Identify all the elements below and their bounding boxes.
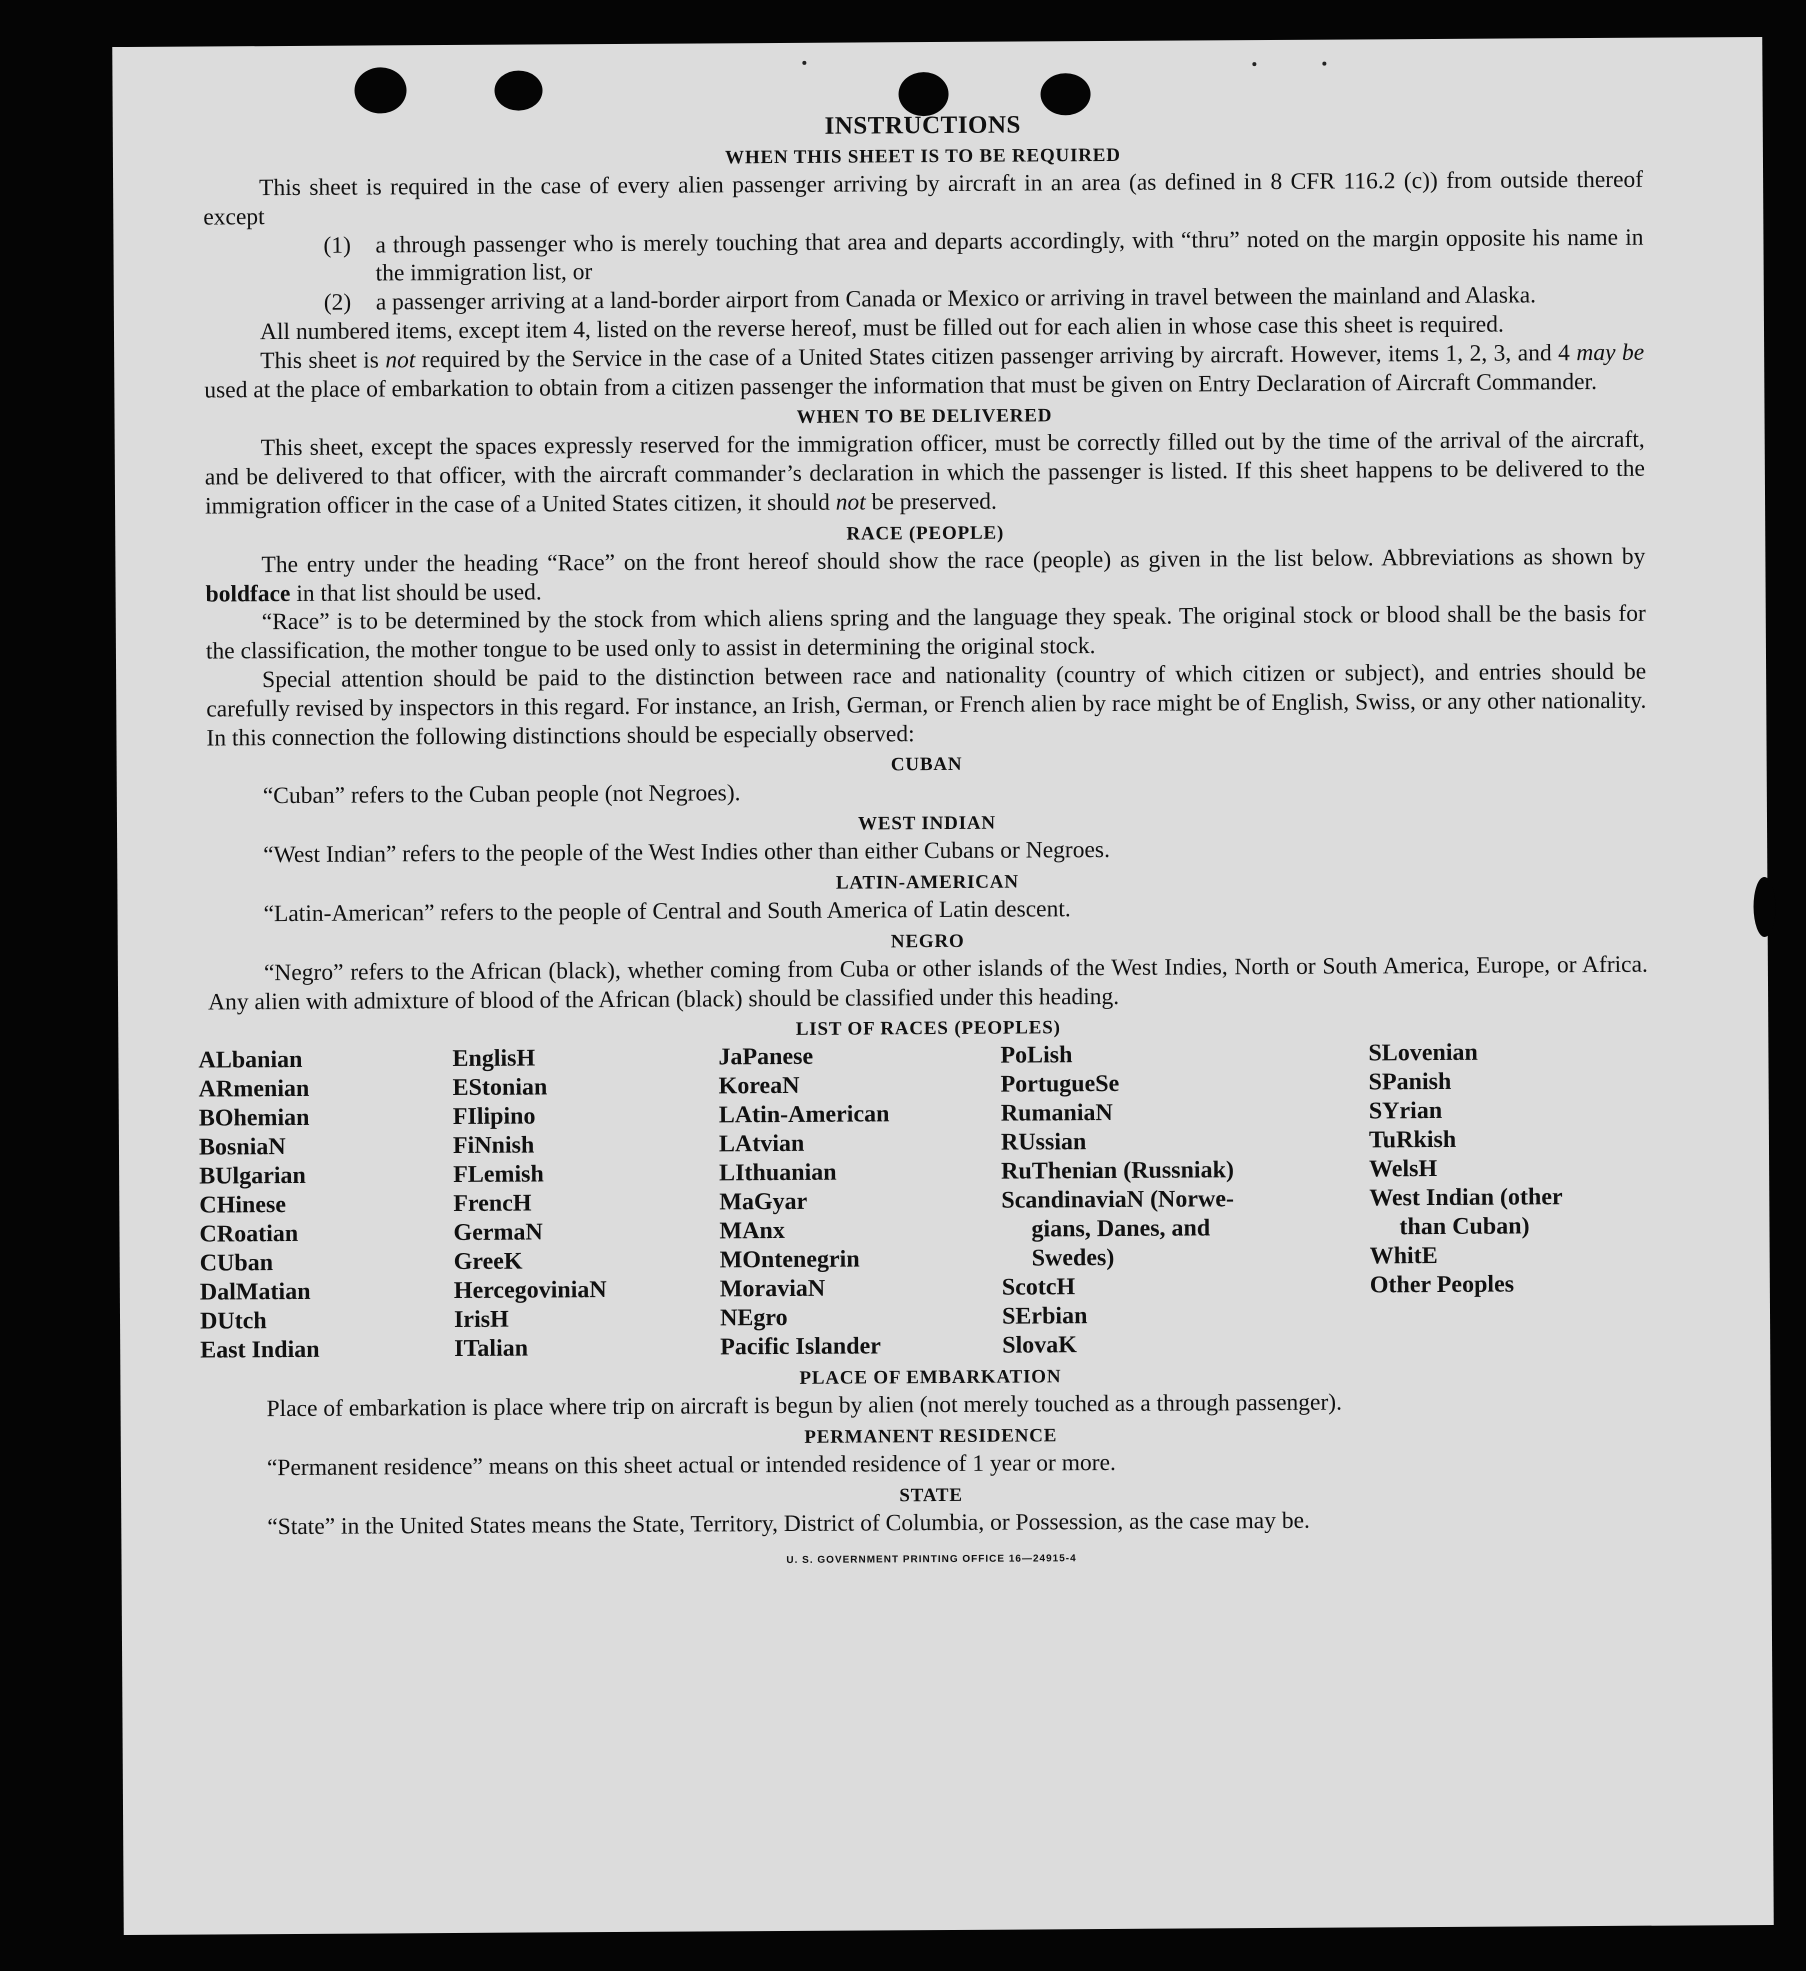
speck xyxy=(1322,62,1326,66)
punch-hole xyxy=(494,70,542,110)
race-entry: LAtvian xyxy=(718,1131,805,1158)
race-entry: SlovaK xyxy=(1002,1332,1077,1359)
section-heading: WEST INDIAN xyxy=(858,812,996,835)
race-entry: PoLish xyxy=(1000,1042,1073,1069)
paragraph: All numbered items, except item 4, listed on the reverse hereof, must be filled out for each alien in whose case this sheet is required. xyxy=(259,311,1504,346)
race-entry: LAtin-American xyxy=(718,1101,890,1129)
race-entry: IrisH xyxy=(453,1306,509,1334)
race-entry: RUssian xyxy=(1000,1129,1087,1156)
race-entry: ScandinaviaN (Norwe- xyxy=(1001,1186,1235,1214)
race-entry: SPanish xyxy=(1368,1069,1452,1096)
race-entry: BUlgarian xyxy=(199,1163,306,1190)
text-run: be preserved. xyxy=(865,488,997,516)
paragraph: “Negro” refers to the African (black), whether coming from Cuba or other islands of the West Indies, North or South America, Europe, or Africa. Any alien with admixture of blood of the African (black) should be classified under this heading. xyxy=(208,951,1648,1016)
paragraph: “Race” is to be determined by the stock from which aliens spring and the language they speak. The original stock or blood shall be the basis for the classification, the mother tongue to be used only to assist in determining the original stock. xyxy=(205,601,1646,665)
text-run: used at the place of embarkation to obtain from a citizen passenger the information that must be given on Entry Declaration of Aircraft Commander. xyxy=(204,368,1597,404)
punch-hole xyxy=(354,67,406,113)
race-entry: ITalian xyxy=(454,1335,529,1363)
paragraph xyxy=(204,338,1644,404)
item-text: a passenger arriving at a land-border airport from Canada or Mexico or arriving in travel between the mainland and Alaska. xyxy=(375,282,1537,316)
race-column xyxy=(198,1045,454,1366)
section-heading: LIST OF RACES (PEOPLES) xyxy=(795,1017,1061,1041)
race-entry: MaGyar xyxy=(719,1189,808,1216)
section-heading: NEGRO xyxy=(890,930,965,953)
race-entry: CHinese xyxy=(199,1192,287,1219)
item-number: (2) xyxy=(323,289,352,316)
race-entry: SErbian xyxy=(1001,1303,1088,1330)
section-heading: WHEN TO BE DELIVERED xyxy=(796,405,1053,429)
race-column xyxy=(1368,1038,1630,1359)
instructions-content xyxy=(198,108,1652,1569)
paragraph: “State” in the United States means the State, Territory, District of Columbia, or Possession, as the case may be. xyxy=(267,1507,1310,1541)
speck xyxy=(1252,62,1256,66)
race-entry: BosniaN xyxy=(198,1134,286,1161)
italic-text: may be xyxy=(1576,339,1645,366)
race-entry: RuThenian (Russniak) xyxy=(1001,1157,1234,1185)
race-column xyxy=(1000,1040,1370,1361)
race-entry: EStonian xyxy=(452,1074,548,1102)
race-entry: FiNnish xyxy=(452,1132,535,1160)
race-entry: RumaniaN xyxy=(1000,1100,1113,1127)
section-heading: STATE xyxy=(899,1484,963,1507)
race-entry: gians, Danes, and xyxy=(1031,1215,1211,1243)
edge-notch xyxy=(1753,877,1775,937)
punch-hole xyxy=(1040,73,1090,115)
race-entry: MAnx xyxy=(719,1218,785,1245)
text-run: in that list should be used. xyxy=(290,579,542,607)
paragraph: “West Indian” refers to the people of the West Indies other than either Cubans or Negroes. xyxy=(263,837,1110,869)
paragraph: “Permanent residence” means on this sheet actual or intended residence of 1 year or more. xyxy=(266,1450,1116,1482)
race-column xyxy=(718,1042,1002,1363)
race-entry: BOhemian xyxy=(198,1105,310,1132)
race-entry: MoraviaN xyxy=(719,1276,826,1303)
section-heading: PLACE OF EMBARKATION xyxy=(799,1366,1062,1390)
section-heading: PERMANENT RESIDENCE xyxy=(804,1425,1058,1448)
section-heading: WHEN THIS SHEET IS TO BE REQUIRED xyxy=(725,144,1121,169)
race-entry: PortugueSe xyxy=(1000,1071,1120,1098)
text-run: The entry under the heading “Race” on the front hereof should show the race (people) as given in the list below. Abbreviations as shown by xyxy=(261,543,1646,578)
race-entry: EnglisH xyxy=(452,1045,536,1073)
race-entry: KoreaN xyxy=(718,1073,800,1100)
paragraph: “Cuban” refers to the Cuban people (not Negroes). xyxy=(262,780,741,810)
section-heading: CUBAN xyxy=(890,754,963,776)
paragraph xyxy=(205,542,1645,608)
race-entry: SLovenian xyxy=(1368,1040,1478,1067)
text-run: This sheet, except the spaces expressly reserved for the immigration officer, must be correctly filled out by the time of the arrival of the aircraft, and be delivered to that officer, with the aircraft commander’s declaration in which the passenger is listed. If this sheet happens to be delivered to the immigration officer in the case of a United States citizen, it should xyxy=(204,427,1645,520)
race-entry: JaPanese xyxy=(718,1044,814,1071)
paragraph: Special attention should be paid to the distinction between race and nationality (country of which citizen or subject), and entries should be carefully revised by inspectors in this regard. For instance, an Irish, German, or French alien by race might be of English, Swiss, or any other nationality. In this connection the following distinctions should be especially observed: xyxy=(206,658,1647,752)
item-number: (1) xyxy=(323,232,351,259)
punch-hole xyxy=(898,72,948,116)
race-entry: TuRkish xyxy=(1368,1127,1457,1154)
text-run: required by the Service in the case of a United States citizen passenger arriving by aircraft. However, items 1, 2, 3, and 4 xyxy=(415,339,1577,373)
race-entry: GermaN xyxy=(453,1219,543,1247)
speck xyxy=(802,61,806,65)
race-entry: NEgro xyxy=(719,1305,788,1332)
race-entry: FrencH xyxy=(453,1190,532,1218)
race-entry: Swedes) xyxy=(1031,1245,1115,1272)
item-text: a through passenger who is merely touching that area and departs accordingly, with “thru” noted on the margin opposite his name in the immigration list, or xyxy=(375,224,1644,287)
race-entry: Other Peoples xyxy=(1369,1271,1515,1299)
race-entry: SYrian xyxy=(1368,1098,1443,1125)
race-entry: FLemish xyxy=(453,1161,544,1189)
race-entry: ALbanian xyxy=(198,1047,303,1074)
race-entry: WhitE xyxy=(1369,1243,1438,1270)
section-heading: LATIN-AMERICAN xyxy=(835,871,1019,894)
race-list xyxy=(198,1038,1650,1366)
italic-text: not xyxy=(835,489,866,516)
text-run: This sheet is xyxy=(260,347,386,374)
race-entry: ScotcH xyxy=(1001,1274,1076,1301)
race-entry: MOntenegrin xyxy=(719,1246,860,1274)
race-entry: WelsH xyxy=(1369,1156,1438,1183)
printer-imprint: U. S. GOVERNMENT PRINTING OFFICE 16—24915-4 xyxy=(786,1552,1077,1566)
race-entry: Pacific Islander xyxy=(720,1333,881,1361)
race-entry: HercegoviniaN xyxy=(453,1277,607,1305)
numbered-item xyxy=(323,223,1643,289)
paragraph: This sheet is required in the case of every alien passenger arriving by aircraft in an area (as defined in 8 CFR 116.2 (c)) from outside thereof except xyxy=(203,166,1644,231)
race-entry: East Indian xyxy=(200,1337,320,1364)
paragraph xyxy=(205,426,1646,521)
race-entry: GreeK xyxy=(453,1248,523,1276)
race-column xyxy=(452,1044,720,1365)
paragraph: Place of embarkation is place where trip on aircraft is begun by alien (not merely touched as a through passenger). xyxy=(266,1389,1343,1423)
race-entry: West Indian (other xyxy=(1369,1184,1563,1212)
race-entry: FIlipino xyxy=(452,1103,536,1131)
italic-text: not xyxy=(385,346,416,374)
race-entry: DUtch xyxy=(199,1308,267,1335)
paragraph: “Latin-American” refers to the people of Central and South America of Latin descent. xyxy=(263,896,1071,928)
race-entry: CRoatian xyxy=(199,1221,299,1248)
race-entry: ARmenian xyxy=(198,1076,310,1103)
race-entry: DalMatian xyxy=(199,1279,311,1306)
document-sheet xyxy=(112,37,1774,1935)
bold-text: boldface xyxy=(205,580,291,608)
page-title: INSTRUCTIONS xyxy=(824,111,1021,140)
race-entry: LIthuanian xyxy=(719,1159,837,1187)
race-entry: than Cuban) xyxy=(1399,1213,1530,1241)
section-heading: RACE (PEOPLE) xyxy=(846,522,1005,545)
race-entry: CUban xyxy=(199,1250,274,1277)
